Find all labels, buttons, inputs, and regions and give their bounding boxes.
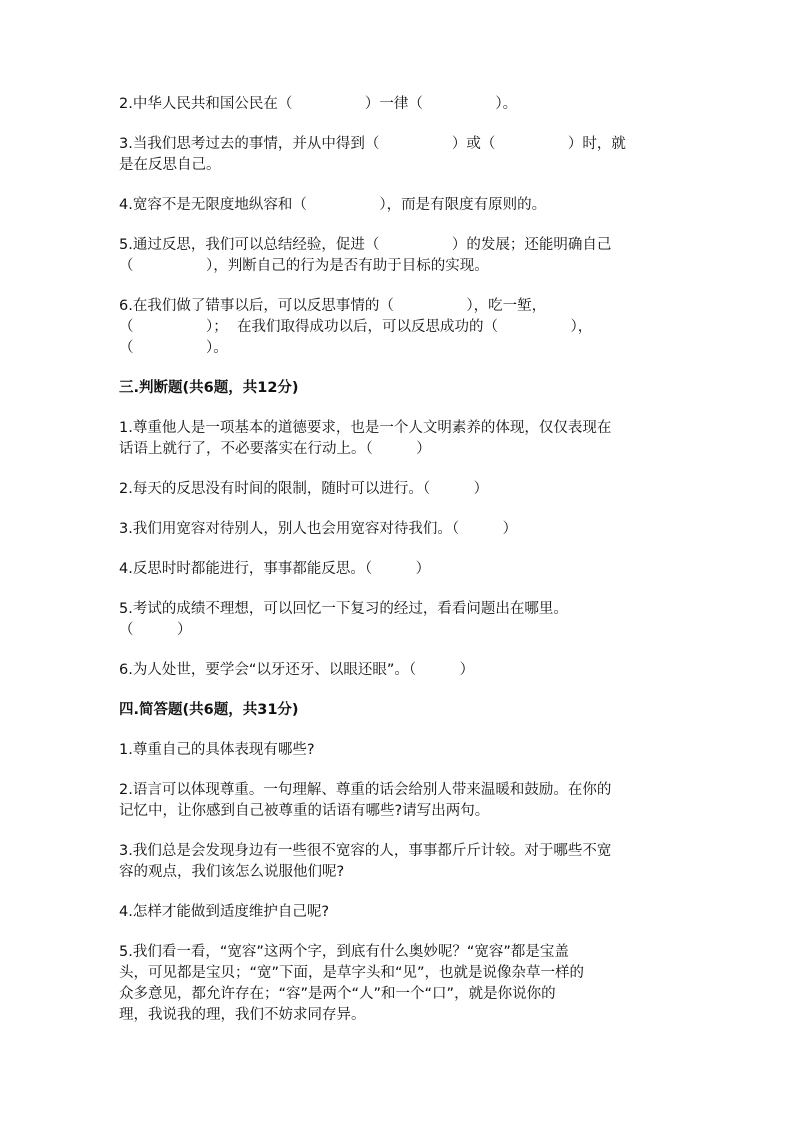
question-text-line: 容的观点，我们该怎么说服他们呢?: [119, 864, 345, 880]
question-text: 2.中华人民共和国公民在（ ）一律（ ）。: [119, 96, 518, 112]
judge-question-1: [119, 418, 679, 460]
question-text-line: 记忆中，让你感到自己被尊重的话语有哪些?请写出两句。: [119, 803, 490, 819]
question-text: 3.我们用宽容对待别人，别人也会用宽容对待我们。（ ）: [119, 521, 518, 537]
judge-question-6: [119, 660, 679, 681]
short-question-1: [119, 740, 679, 761]
question-text-line: 头，可见都是宝贝；“宽”下面，是草字头和“见”，也就是说像杂草一样的: [119, 965, 585, 981]
question-text-line: 5.考试的成绩不理想，可以回忆一下复习的经过，看看问题出在哪里。: [119, 601, 568, 617]
short-question-2: [119, 780, 679, 822]
judge-question-4: [119, 559, 679, 580]
question-text-line: 5.通过反思，我们可以总结经验，促进（ ）的发展；还能明确自己: [119, 237, 612, 253]
short-question-3: [119, 841, 679, 883]
section-heading-judgement: 三.判断题(共6题，共12分): [119, 380, 299, 396]
question-text: 4.宽容不是无限度地纵容和（ ），而是有限度有原则的。: [119, 197, 547, 213]
question-text-line: 3.当我们思考过去的事情，并从中得到（ ）或（ ）时，就: [119, 136, 626, 152]
question-text-line: 6.在我们做了错事以后，可以反思事情的（ ），吃一堑，: [119, 298, 547, 314]
question-text-line: 是在反思自己。: [119, 157, 221, 173]
question-text: 4.反思时时都能进行，事事都能反思。（ ）: [119, 561, 431, 577]
fill-question-6: [119, 296, 679, 359]
section-heading-short-answer: 四.简答题(共6题，共31分): [119, 702, 299, 718]
fill-question-4: [119, 195, 679, 216]
question-text-line: （ ）； 在我们取得成功以后，可以反思成功的（ ），: [119, 319, 593, 335]
question-text-line: 5.我们看一看，“宽容”这两个字，到底有什么奥妙呢？“宽容”都是宝盖: [119, 944, 569, 960]
question-text-line: 2.语言可以体现尊重。一句理解、尊重的话会给别人带来温暖和鼓励。在你的: [119, 782, 612, 798]
question-text-line: 3.我们总是会发现身边有一些很不宽容的人，事事都斤斤计较。对于哪些不宽: [119, 843, 612, 859]
question-text: 1.尊重自己的具体表现有哪些?: [119, 742, 315, 758]
question-text-line: （ ），判断自己的行为是否有助于目标的实现。: [119, 258, 489, 274]
question-text-line: 众多意见，都允许存在；“容”是两个“人”和一个“口”，就是你说你的: [119, 986, 556, 1002]
fill-question-5: [119, 235, 679, 277]
fill-question-2: [119, 94, 679, 115]
question-text-line: 1.尊重他人是一项基本的道德要求，也是一个人文明素养的体现，仅仅表现在: [119, 420, 612, 436]
judge-question-2: [119, 479, 679, 500]
question-text-line: （ ）: [119, 622, 192, 638]
judge-question-3: [119, 519, 679, 540]
question-text: 6.为人处世，要学会“以牙还牙、以眼还眼”。（ ）: [119, 662, 475, 678]
question-text: 2.每天的反思没有时间的限制，随时可以进行。（ ）: [119, 481, 489, 497]
question-text-line: （ ）。: [119, 340, 228, 356]
question-text: 4.怎样才能做到适度维护自己呢?: [119, 904, 330, 920]
short-question-4: [119, 902, 679, 923]
question-text-line: 理，我说我的理，我们不妨求同存异。: [119, 1007, 366, 1023]
question-text-line: 话语上就行了，不必要落实在行动上。（ ）: [119, 441, 431, 457]
short-question-5: [119, 942, 679, 1026]
fill-question-3: [119, 134, 679, 176]
judge-question-5: [119, 599, 679, 641]
worksheet-page: [119, 94, 679, 1045]
